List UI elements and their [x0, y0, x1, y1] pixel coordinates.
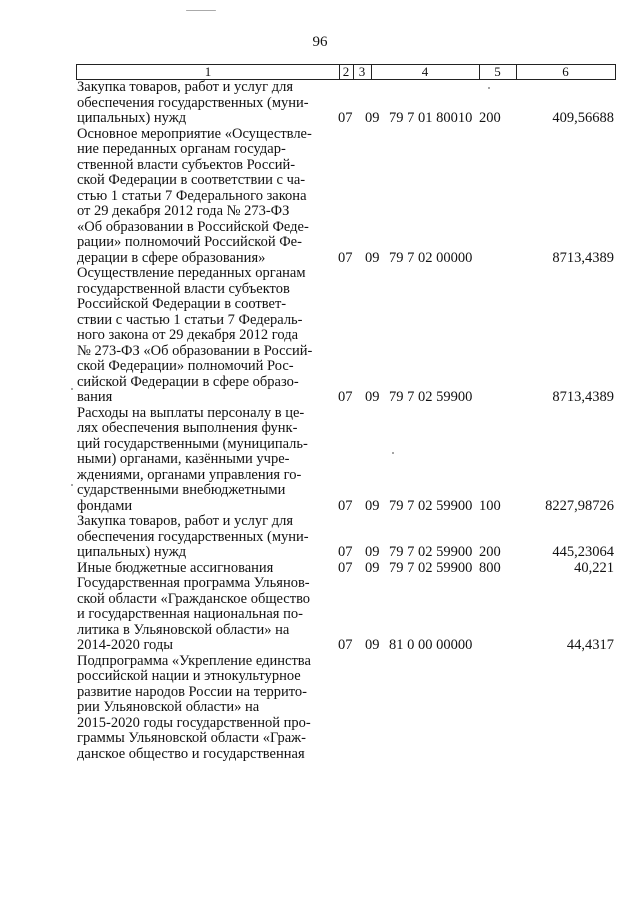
target-code: 79 7 02 59900: [389, 559, 473, 576]
description-line: стью 1 статьи 7 Федерального закона: [77, 187, 307, 204]
description-line: дерации в сфере образования»: [77, 249, 266, 266]
ministry-code: 07: [338, 559, 353, 576]
description-line: сударственными внебюджетными: [77, 482, 286, 498]
description-line: Основное мероприятие «Осуществле-: [77, 125, 312, 142]
description-line: ствии с частью 1 статьи 7 Федераль-: [77, 311, 303, 328]
section-code: 09: [365, 559, 380, 576]
scan-dot: [392, 452, 394, 454]
table-row: [0, 514, 640, 561]
amount: 8713,4389: [552, 249, 614, 266]
ministry-code: 07: [338, 544, 353, 560]
scan-dot: [71, 388, 73, 390]
description-line: рии Ульяновской области» на: [77, 699, 260, 715]
description-line: развитие народов России на террито-: [77, 683, 307, 700]
description-line: и государственная национальная по-: [77, 606, 303, 622]
row-codes: [0, 747, 640, 763]
scan-mark: [186, 10, 216, 11]
scan-dot: [488, 87, 490, 89]
amount: 409,56688: [552, 110, 614, 126]
amount: 44,4317: [566, 637, 614, 653]
description-line: Иные бюджетные ассигнования: [77, 559, 274, 576]
description-line: рации» полномочий Российской Фе-: [77, 234, 302, 250]
description-line: ций государственными (муниципаль-: [77, 435, 308, 452]
table-row: [0, 80, 640, 127]
target-code: 79 7 01 80010: [389, 110, 473, 126]
target-code: 79 7 02 59900: [389, 389, 473, 405]
table-row: [0, 266, 640, 406]
description-line: Осуществление переданных органам: [77, 265, 306, 281]
target-code: 79 7 02 00000: [389, 249, 473, 266]
description-line: государственной власти субъектов: [77, 280, 290, 297]
row-codes: [0, 251, 640, 267]
description-line: ципальных) нужд: [77, 544, 187, 560]
description-line: Закупка товаров, работ и услуг для: [77, 79, 294, 95]
row-codes: [0, 499, 640, 515]
target-code: 79 7 02 59900: [389, 497, 473, 514]
table-row: [0, 561, 640, 577]
table-header: [76, 64, 616, 80]
description-line: Государственная программа Ульянов-: [77, 575, 310, 591]
row-codes: [0, 561, 640, 577]
ministry-code: 07: [338, 497, 353, 514]
scan-dot: [71, 484, 73, 486]
description-line: 2014-2020 годы: [77, 637, 173, 653]
amount: 445,23064: [552, 544, 614, 560]
expense-type-code: 200: [479, 544, 501, 560]
description-line: Подпрограмма «Укрепление единства: [77, 652, 311, 669]
amount: 40,221: [574, 559, 614, 576]
description-line: обеспечения государственных (муни-: [77, 528, 309, 545]
description-line: ской Федерации» полномочий Рос-: [77, 358, 294, 374]
description-line: ными) органами, казёнными учре-: [77, 451, 290, 467]
description-line: 2015-2020 годы государственной про-: [77, 714, 311, 731]
amount: 8713,4389: [552, 389, 614, 405]
description-line: Российской Федерации в соответ-: [77, 296, 287, 312]
description-line: ципальных) нужд: [77, 110, 187, 126]
section-code: 09: [365, 637, 380, 653]
section-code: 09: [365, 497, 380, 514]
ministry-code: 07: [338, 249, 353, 266]
description-line: обеспечения государственных (муни-: [77, 94, 309, 111]
description-line: ного закона от 29 декабря 2012 года: [77, 327, 299, 343]
ministry-code: 07: [338, 389, 353, 405]
expense-type-code: 100: [479, 497, 501, 514]
row-description: [77, 127, 334, 267]
description-line: «Об образовании в Российской Феде-: [77, 218, 309, 235]
description-line: вания: [77, 389, 113, 405]
expense-type-code: 800: [479, 559, 501, 576]
amount: 8227,98726: [545, 497, 614, 514]
description-line: российской нации и этнокультурное: [77, 668, 301, 684]
table-row: [0, 576, 640, 654]
section-code: 09: [365, 544, 380, 560]
section-code: 09: [365, 249, 380, 266]
table-row: [0, 406, 640, 515]
row-codes: [0, 111, 640, 127]
description-line: Закупка товаров, работ и услуг для: [77, 513, 294, 529]
description-line: литика в Ульяновской области» на: [77, 621, 290, 638]
ministry-code: 07: [338, 110, 353, 126]
row-codes: [0, 545, 640, 561]
header-col-5: 5: [479, 65, 517, 79]
header-col-4: 4: [371, 65, 480, 79]
section-code: 09: [365, 389, 380, 405]
description-line: Расходы на выплаты персоналу в це-: [77, 404, 305, 421]
expense-type-code: 200: [479, 110, 501, 126]
description-line: данское общество и государственная: [77, 745, 305, 762]
row-description: [77, 266, 334, 406]
description-line: граммы Ульяновской области «Граж-: [77, 730, 306, 746]
description-line: ждениями, органами управления го-: [77, 466, 302, 483]
header-col-1: 1: [77, 65, 340, 79]
ministry-code: 07: [338, 637, 353, 653]
header-col-3: 3: [353, 65, 372, 79]
page-number: 96: [312, 34, 328, 50]
target-code: 79 7 02 59900: [389, 544, 473, 560]
header-col-2: 2: [339, 65, 354, 79]
description-line: ственной власти субъектов Россий-: [77, 156, 296, 173]
description-line: ской области «Гражданское общество: [77, 590, 311, 607]
description-line: от 29 декабря 2012 года № 273-ФЗ: [77, 203, 290, 219]
description-line: ние переданных органам государ-: [77, 141, 286, 157]
description-line: фондами: [77, 497, 133, 514]
header-col-6: 6: [562, 64, 569, 79]
description-line: № 273-ФЗ «Об образовании в Россий-: [77, 342, 313, 359]
table-row: [0, 127, 640, 267]
description-line: ской Федерации в соответствии с ча-: [77, 172, 306, 188]
row-codes: [0, 638, 640, 654]
description-line: сийской Федерации в сфере образо-: [77, 373, 299, 390]
target-code: 81 0 00 00000: [389, 637, 473, 653]
table-body: [0, 80, 640, 762]
description-line: лях обеспечения выполнения функ-: [77, 420, 298, 436]
section-code: 09: [365, 110, 380, 126]
table-row: [0, 654, 640, 763]
row-codes: [0, 390, 640, 406]
